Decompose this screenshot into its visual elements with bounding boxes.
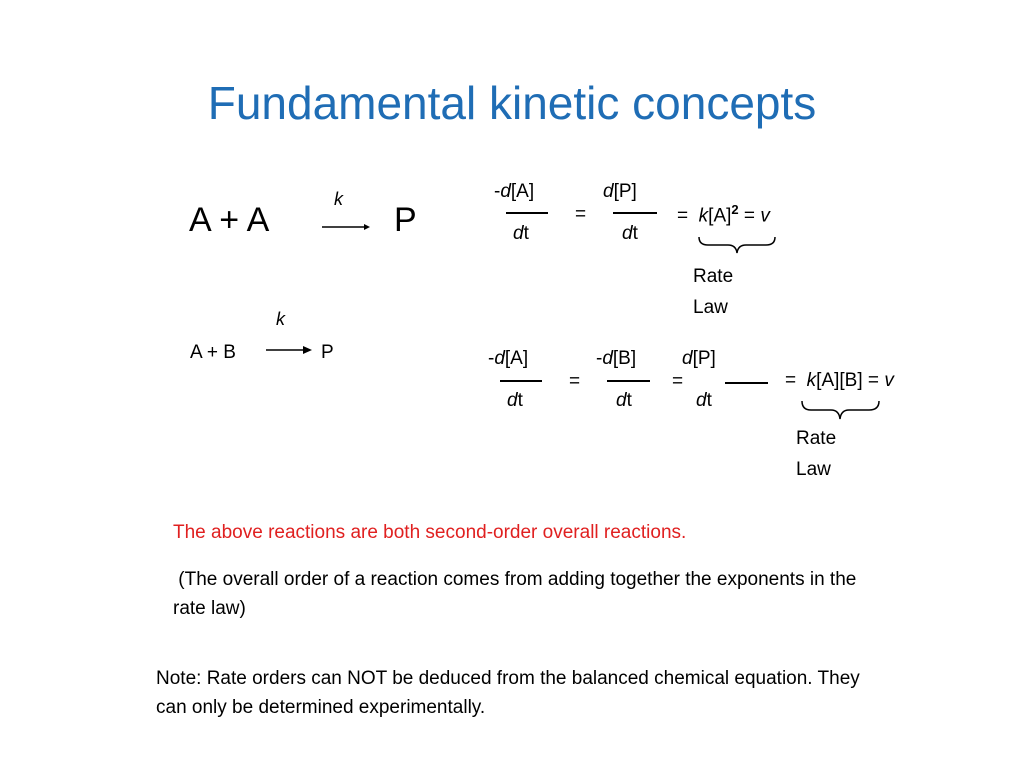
eq1-denominator-p: dt — [622, 223, 638, 244]
eq2-denominator-a: dt — [507, 390, 523, 411]
second-order-statement: The above reactions are both second-order overall reactions. — [173, 522, 687, 543]
eq1-law-label: Law — [693, 297, 728, 318]
reaction-1-reactants: A + A — [189, 201, 270, 239]
reaction-1-rate-constant: k — [334, 189, 343, 209]
eq2-numerator-b: -d[B] — [596, 348, 637, 369]
eq2-denominator-p: dt — [696, 390, 712, 411]
eq1-fraction-bar-p — [613, 212, 657, 214]
eq1-fraction-bar-a — [506, 212, 548, 214]
eq2-equals-2: = — [672, 371, 684, 392]
note-text: Note: Rate orders can NOT be deduced from the balanced chemical equation. They can only be determined experimentally. — [156, 668, 860, 719]
eq1-rate-label: Rate — [693, 266, 734, 287]
eq1-rate-expression: = $k[A]^2 = v$ — [677, 202, 770, 227]
eq2-fraction-bar-a — [500, 380, 542, 382]
eq1-brace — [698, 236, 778, 256]
reaction-2-rate-constant: k — [276, 309, 285, 329]
overall-order-explanation: (The overall order of a reaction comes from adding together the exponents in the rate law) — [173, 569, 862, 620]
reaction-2-product: P — [321, 342, 334, 363]
reaction-1-product: P — [394, 201, 417, 239]
slide-title: Fundamental kinetic concepts — [207, 77, 817, 129]
eq2-fraction-bar-p — [725, 382, 768, 384]
eq2-numerator-p: d[P] — [682, 348, 716, 369]
reaction-2-arrow — [266, 345, 316, 355]
eq2-fraction-bar-b — [607, 380, 650, 382]
reaction-1-arrow — [322, 222, 372, 232]
eq2-denominator-b: dt — [616, 390, 632, 411]
eq2-equals-1: = — [569, 371, 581, 392]
eq1-numerator-a: -d[A] — [494, 181, 535, 202]
eq2-law-label: Law — [796, 459, 831, 480]
eq2-brace — [801, 400, 881, 422]
eq2-rate-expression: = k[A][B] = v — [785, 370, 894, 391]
reaction-2-reactants: A + B — [190, 342, 236, 363]
eq1-denominator-a: dt — [513, 223, 529, 244]
eq1-equals-1: = — [575, 204, 587, 225]
eq2-rate-label: Rate — [796, 428, 837, 449]
eq2-numerator-a: -d[A] — [488, 348, 529, 369]
eq1-numerator-p: d[P] — [603, 181, 637, 202]
